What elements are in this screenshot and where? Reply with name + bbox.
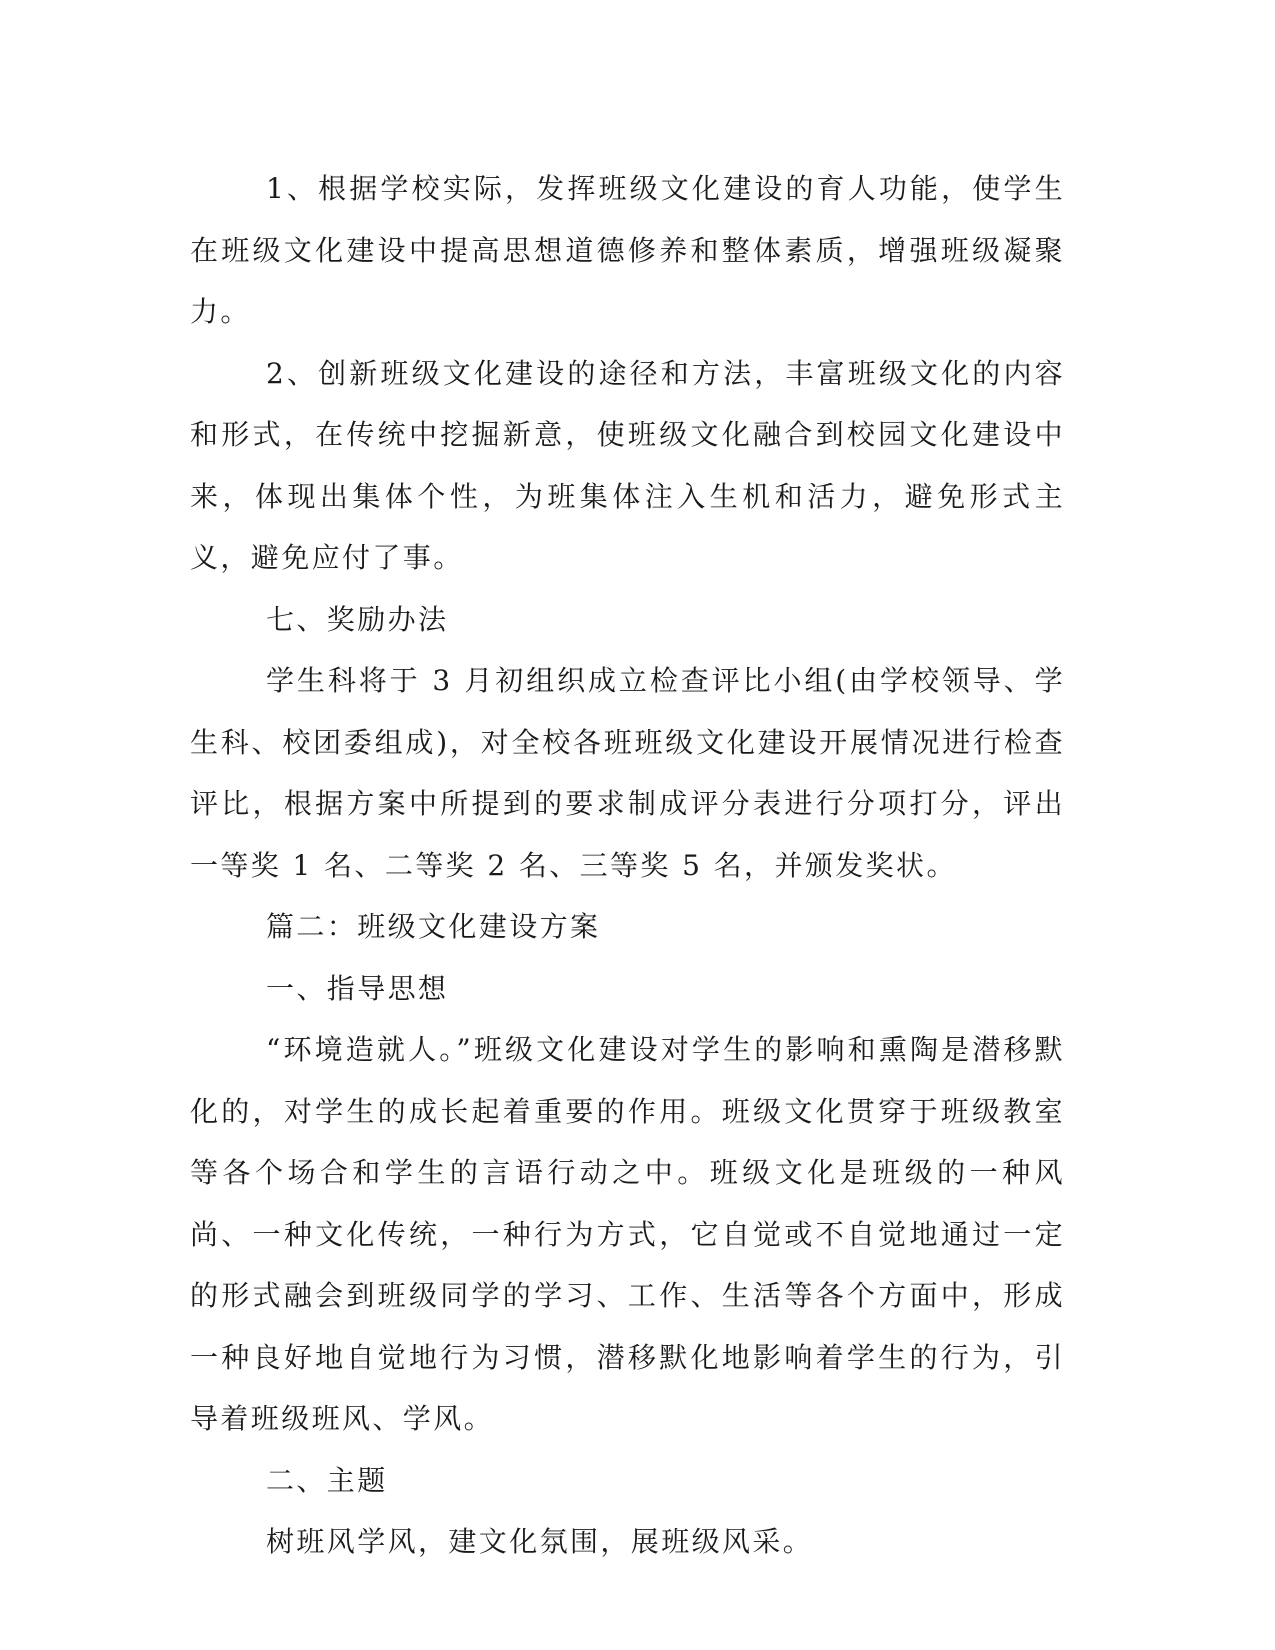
section-heading-guiding-ideology: 一、指导思想 [266,971,449,1005]
section-heading-theme: 二、主题 [266,1463,388,1497]
article-title-part-two: 篇二：班级文化建设方案 [266,910,601,943]
paragraph-goal-2: 2、创新班级文化建设的途径和方法，丰富班级文化的内容和形式，在传统中挖掘新意，使班级文化融合到校园文化建设中来，体现出集体个性，为班集体注入生机和活力，避免形式主义，避免应付了事。 [190,356,1065,574]
paragraph-theme: 树班风学风，建文化氛围，展班级风采。 [266,1525,814,1558]
paragraph-goal-1: 1、根据学校实际，发挥班级文化建设的育人功能，使学生在班级文化建设中提高思想道德修养和整体素质，增强班级凝聚力。 [190,172,1065,328]
paragraph-rewards: 学生科将于 3 月初组织成立检查评比小组(由学校领导、学生科、校团委组成)，对全校各班班级文化建设开展情况进行检查评比，根据方案中所提到的要求制成评分表进行分项打分，评出一等奖 1 名、二等奖 2 名、三等奖 5 名，并颁发奖状。 [190,664,1065,882]
section-heading-rewards: 七、奖励办法 [266,602,449,636]
paragraph-guiding-ideology: “环境造就人。”班级文化建设对学生的影响和熏陶是潜移默化的，对学生的成长起着重要的作用。班级文化贯穿于班级教室等各个场合和学生的言语行动之中。班级文化是班级的一种风尚、一种文化传统，一种行为方式，它自觉或不自觉地通过一定的形式融会到班级同学的学习、工作、生活等各个方面中，形成一种良好地自觉地行为习惯，潜移默化地影响着学生的行为，引导着班级班风、学风。 [190,1033,1065,1435]
